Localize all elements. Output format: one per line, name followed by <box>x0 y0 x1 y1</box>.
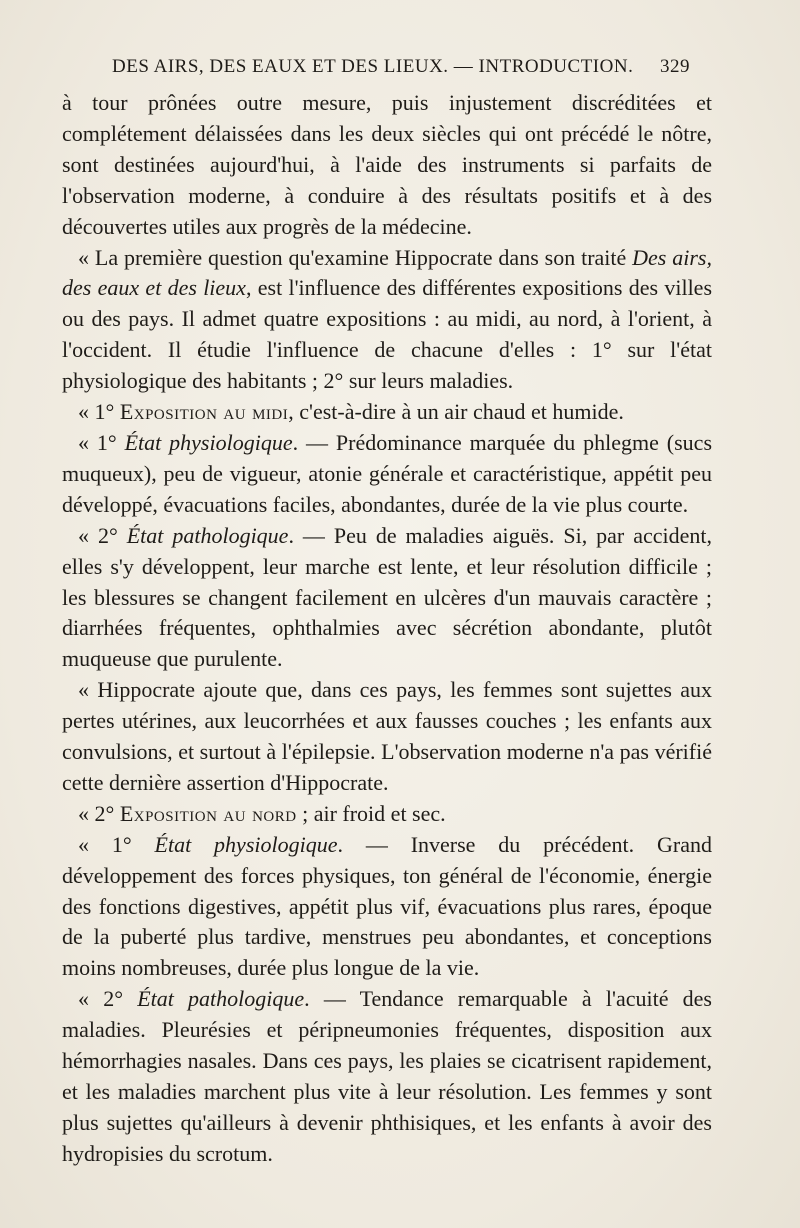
paragraph-text: . — Prédominance marquée du phlegme (sucs muqueux), peu de vigueur, atonie générale et caractéristique, appétit peu développé, évacuations faciles, abondantes, durée de la vie plus courte. <box>62 429 713 517</box>
paragraph-text: ; air froid et sec. <box>296 800 446 826</box>
paragraph-2 <box>62 243 712 398</box>
paragraph-text: . — Peu de maladies aiguës. Si, par accident, elles s'y développent, leur marche est lente, et leur résolution difficile ; les blessures se changent facilement en ulcères d'un mauvais caractère ; diarrhées fréquentes, ophthalmies avec sécrétion abondante, plutôt muqueuse que purulente. <box>62 522 712 672</box>
paragraph-text: à tour prônées outre mesure, puis injustement discréditées et complétement délaissées dans les deux siècles qui ont précédé le nôtre, sont destinées aujourd'hui, à l'aide des instruments si parfaits de l'observation moderne, à conduire à des résultats positifs et à des découvertes utiles aux progrès de la médecine. <box>62 90 712 239</box>
paragraph-text: « 1° <box>78 399 120 425</box>
subsection-heading: État physiologique <box>154 831 338 857</box>
paragraph-6 <box>62 675 712 799</box>
paragraph-4 <box>62 428 712 521</box>
section-heading: Exposition au nord <box>119 800 297 826</box>
running-title: DES AIRS, DES EAUX ET DES LIEUX. — INTRODUCTION. <box>112 56 634 77</box>
paragraph-text: « Hippocrate ajoute que, dans ces pays, les femmes sont sujettes aux pertes utérines, aux leucorrhées et aux fausses couches ; les enfants aux convulsions, et surtout à l'épilepsie. L'observation moderne n'a pas vérifié cette dernière assertion d'Hippocrate. <box>62 677 712 795</box>
paragraph-9 <box>62 984 712 1169</box>
paragraph-text: , est l'influence des différentes expositions des villes ou des pays. Il admet quatre expositions : au midi, au nord, à l'orient, à l'occident. Il étudie l'influence de chacune d'elles : 1° sur l'état physiologique des habitants ; 2° sur leurs maladies. <box>62 275 713 394</box>
paragraph-text: « 2° <box>78 986 138 1012</box>
paragraph-text: « 2° <box>78 522 127 548</box>
paragraph-text: « 1° <box>78 429 125 455</box>
paragraph-text: . — Tendance remarquable à l'acuité des maladies. Pleurésies et péripneumonies fréquentes, disposition aux hémorrhagies nasales. Dans ces pays, les plaies se cicatrisent rapidement, et les maladies marchent plus vite à leur résolution. Les femmes y sont plus sujettes qu'ailleurs à devenir phthisiques, et les enfants à avoir des hydropisies du scrotum. <box>62 986 712 1166</box>
running-header <box>0 48 800 88</box>
subsection-heading: État physiologique <box>124 429 293 455</box>
paragraph-text: « 2° <box>78 800 120 826</box>
page-number: 329 <box>660 56 690 77</box>
paragraph-text: . — Inverse du précédent. Grand développement des forces physiques, ton général de l'économie, énergie des fonctions digestives, appétit plus vif, évacuations plus rares, époque de la puberté plus tardive, menstrues peu abondantes, et conceptions moins nombreuses, durée plus longue de la vie. <box>62 831 712 981</box>
section-heading: Exposition au midi <box>119 399 289 425</box>
paragraph-1 <box>62 88 712 243</box>
paragraph-text: « La première question qu'examine Hippocrate dans son traité <box>78 244 633 270</box>
paragraph-3 <box>62 397 712 428</box>
subsection-heading: État pathologique <box>126 522 289 548</box>
paragraph-text: « 1° <box>78 831 155 857</box>
paragraph-5 <box>62 521 712 676</box>
paragraph-7 <box>62 799 712 830</box>
body-text <box>62 88 712 1170</box>
paragraph-text: , c'est-à-dire à un air chaud et humide. <box>288 399 624 425</box>
treatise-title: Des airs, des eaux et des lieux <box>62 244 712 301</box>
paragraph-8 <box>62 830 712 985</box>
subsection-heading: État pathologique <box>137 986 305 1012</box>
